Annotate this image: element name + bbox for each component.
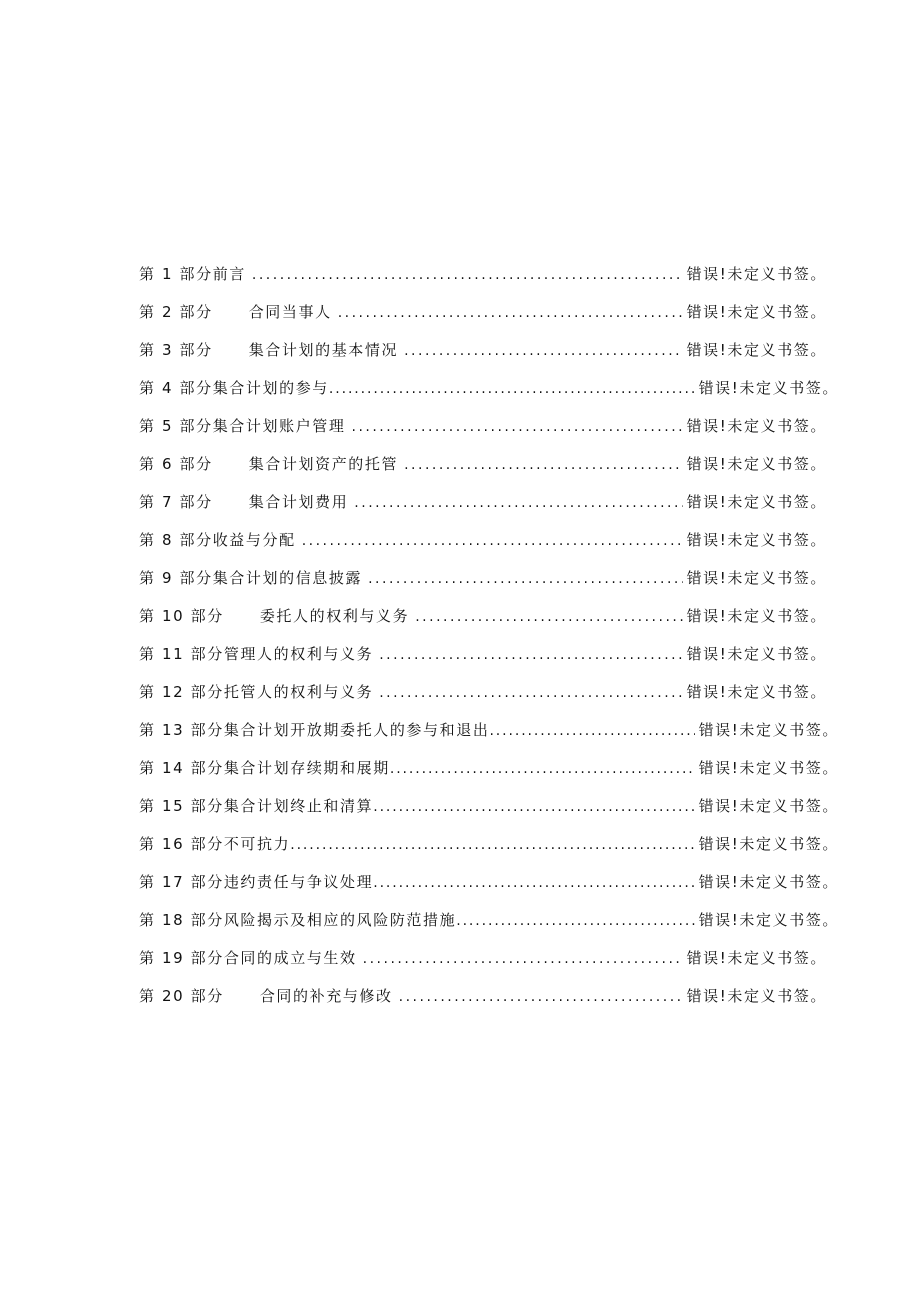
- table-of-contents: [139, 263, 839, 1023]
- toc-entry-number: 第 13 部分: [139, 721, 224, 739]
- toc-entry[interactable]: [139, 909, 839, 947]
- toc-dot-leader: [338, 305, 683, 321]
- toc-dot-leader: [489, 723, 694, 739]
- toc-dot-leader: [404, 457, 682, 473]
- toc-entry[interactable]: [139, 339, 839, 377]
- toc-entry-number: 第 5 部分: [139, 417, 213, 435]
- toc-entry-number: 第 9 部分: [139, 569, 213, 587]
- toc-dot-leader: [252, 267, 683, 283]
- toc-entry[interactable]: [139, 795, 839, 833]
- toc-entry[interactable]: [139, 377, 839, 415]
- toc-entry-title: 合同的补充与修改: [259, 987, 393, 1005]
- toc-entry-number: 第 1 部分: [139, 265, 213, 283]
- toc-entry[interactable]: [139, 263, 839, 301]
- toc-entry-number: 第 10 部分: [139, 607, 224, 625]
- toc-entry-number: 第 12 部分: [139, 683, 224, 701]
- toc-entry-title: 不可抗力: [223, 835, 291, 853]
- toc-entry-page-ref: 错误!未定义书签。: [686, 531, 827, 549]
- toc-entry[interactable]: [139, 415, 839, 453]
- toc-dot-leader: [352, 419, 683, 435]
- toc-entry-number: 第 19 部分: [139, 949, 224, 967]
- toc-dot-leader: [456, 913, 694, 929]
- toc-entry-page-ref: 错误!未定义书签。: [686, 303, 827, 321]
- toc-dot-leader: [373, 875, 694, 891]
- toc-entry-title: 集合计划终止和清算: [223, 797, 374, 815]
- toc-dot-leader: [290, 837, 694, 853]
- toc-entry[interactable]: [139, 985, 839, 1023]
- toc-entry-title: 集合计划资产的托管: [248, 455, 399, 473]
- toc-entry-title: 合同的成立与生效: [223, 949, 357, 967]
- toc-entry-title: 集合计划费用: [248, 493, 349, 511]
- toc-dot-leader: [373, 799, 694, 815]
- toc-entry-page-ref: 错误!未定义书签。: [698, 759, 839, 777]
- toc-dot-leader: [302, 533, 683, 549]
- toc-entry[interactable]: [139, 301, 839, 339]
- toc-entry-page-ref: 错误!未定义书签。: [686, 607, 827, 625]
- toc-entry-number: 第 18 部分: [139, 911, 224, 929]
- toc-entry-title: 托管人的权利与义务: [223, 683, 374, 701]
- toc-entry[interactable]: [139, 757, 839, 795]
- toc-entry-title: 收益与分配: [212, 531, 296, 549]
- toc-entry-title: 集合计划的信息披露: [212, 569, 363, 587]
- toc-dot-leader: [399, 989, 683, 1005]
- toc-dot-leader: [379, 647, 682, 663]
- toc-entry-page-ref: 错误!未定义书签。: [686, 645, 827, 663]
- toc-entry[interactable]: [139, 947, 839, 985]
- toc-entry-page-ref: 错误!未定义书签。: [686, 417, 827, 435]
- toc-entry-page-ref: 错误!未定义书签。: [686, 987, 827, 1005]
- toc-dot-leader: [415, 609, 682, 625]
- toc-entry-title: 集合计划账户管理: [212, 417, 346, 435]
- toc-entry[interactable]: [139, 643, 839, 681]
- toc-dot-leader: [390, 761, 695, 777]
- toc-entry-number: 第 3 部分: [139, 341, 213, 359]
- toc-entry-page-ref: 错误!未定义书签。: [686, 683, 827, 701]
- toc-entry-page-ref: 错误!未定义书签。: [698, 911, 839, 929]
- toc-entry[interactable]: [139, 605, 839, 643]
- toc-entry-number: 第 6 部分: [139, 455, 213, 473]
- toc-entry-page-ref: 错误!未定义书签。: [686, 265, 827, 283]
- toc-entry-title: 集合计划开放期委托人的参与和退出: [223, 721, 490, 739]
- toc-dot-leader: [368, 571, 682, 587]
- toc-entry[interactable]: [139, 719, 839, 757]
- toc-entry-title: 管理人的权利与义务: [223, 645, 374, 663]
- toc-entry-page-ref: 错误!未定义书签。: [698, 379, 839, 397]
- toc-entry-page-ref: 错误!未定义书签。: [686, 569, 827, 587]
- toc-entry-page-ref: 错误!未定义书签。: [698, 721, 839, 739]
- toc-dot-leader: [404, 343, 682, 359]
- toc-entry-number: 第 14 部分: [139, 759, 224, 777]
- toc-entry-page-ref: 错误!未定义书签。: [686, 341, 827, 359]
- toc-dot-leader: [354, 495, 682, 511]
- toc-entry-number: 第 8 部分: [139, 531, 213, 549]
- toc-entry[interactable]: [139, 529, 839, 567]
- toc-dot-leader: [329, 381, 695, 397]
- toc-entry[interactable]: [139, 833, 839, 871]
- toc-entry-number: 第 4 部分: [139, 379, 213, 397]
- toc-entry-title: 风险揭示及相应的风险防范措施: [223, 911, 457, 929]
- toc-entry-title: 前言: [212, 265, 246, 283]
- toc-entry[interactable]: [139, 491, 839, 529]
- toc-dot-leader: [379, 685, 682, 701]
- toc-dot-leader: [363, 951, 683, 967]
- toc-entry-page-ref: 错误!未定义书签。: [698, 797, 839, 815]
- toc-entry-title: 集合计划的基本情况: [248, 341, 399, 359]
- toc-entry-number: 第 11 部分: [139, 645, 224, 663]
- toc-entry-number: 第 20 部分: [139, 987, 224, 1005]
- toc-entry-number: 第 16 部分: [139, 835, 224, 853]
- toc-entry-page-ref: 错误!未定义书签。: [686, 949, 827, 967]
- toc-entry-number: 第 17 部分: [139, 873, 224, 891]
- toc-entry-page-ref: 错误!未定义书签。: [686, 455, 827, 473]
- toc-entry-title: 违约责任与争议处理: [223, 873, 374, 891]
- toc-entry-page-ref: 错误!未定义书签。: [686, 493, 827, 511]
- toc-entry-title: 合同当事人: [248, 303, 332, 321]
- toc-entry-title: 集合计划存续期和展期: [223, 759, 390, 777]
- toc-entry[interactable]: [139, 567, 839, 605]
- toc-entry-page-ref: 错误!未定义书签。: [698, 873, 839, 891]
- toc-entry[interactable]: [139, 453, 839, 491]
- toc-entry[interactable]: [139, 871, 839, 909]
- toc-entry[interactable]: [139, 681, 839, 719]
- toc-entry-number: 第 7 部分: [139, 493, 213, 511]
- toc-entry-title: 集合计划的参与: [212, 379, 329, 397]
- toc-entry-page-ref: 错误!未定义书签。: [698, 835, 839, 853]
- toc-entry-number: 第 2 部分: [139, 303, 213, 321]
- toc-entry-title: 委托人的权利与义务: [259, 607, 410, 625]
- toc-entry-number: 第 15 部分: [139, 797, 224, 815]
